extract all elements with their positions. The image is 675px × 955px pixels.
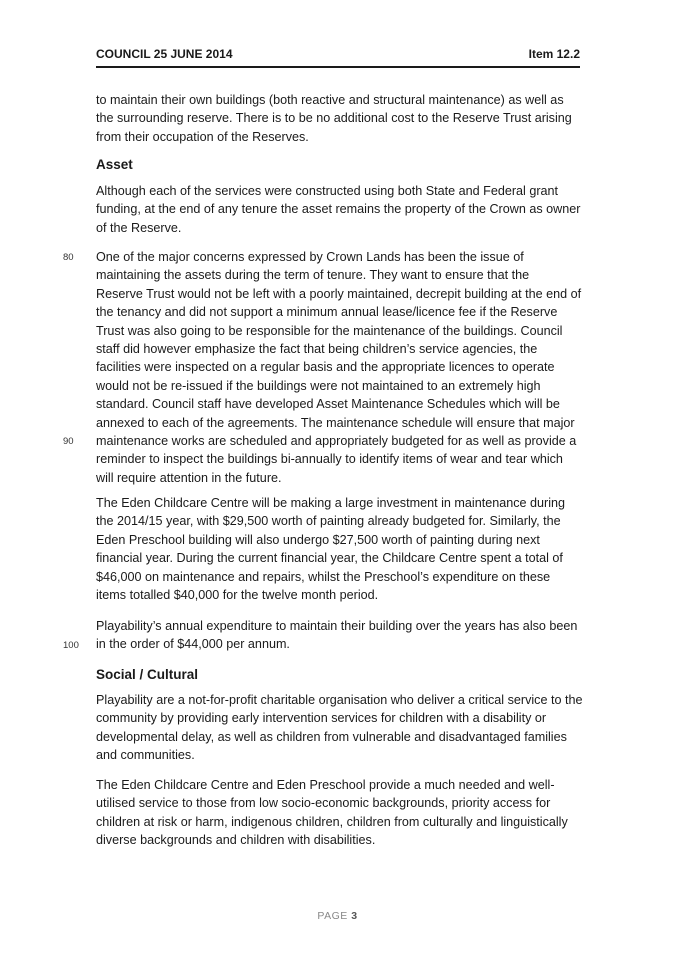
paragraph-eden-services [96,776,586,850]
text-line: One of the major concerns expressed by Crown Lands has been the issue of [96,250,524,264]
paragraph-playability-expenditure [96,617,586,654]
text-line: The Eden Childcare Centre and Eden Preschool provide a much needed and well- [96,778,555,792]
text-line: developmental delay, as well as children from vulnerable and disadvantaged families [96,729,567,744]
text-line: in the order of $44,000 per annum. [96,637,290,652]
text-line: Eden Preschool building will also undergo $27,500 worth of painting during next [96,532,540,547]
text-line: standard. Council staff have developed Asset Maintenance Schedules which will be [96,397,560,412]
paragraph-asset [96,182,586,237]
heading-social-cultural: Social / Cultural [96,667,199,682]
text-line: Reserve Trust would not be left with a poorly maintained, decrepit building at the end of [96,286,582,301]
text-line: The Eden Childcare Centre will be making a large investment in maintenance during [96,496,566,510]
text-line: community by providing early intervention services for children with a disability or [96,711,547,726]
text-line: and communities. [96,748,195,763]
text-line: the surrounding reserve. There is to be no additional cost to the Reserve Trust arising [96,111,572,126]
text-line: from their occupation of the Reserves. [96,129,309,144]
page-footer [0,910,675,922]
text-line: financial year. During the current financial year, the Childcare Centre spent a total of [96,551,563,566]
page-header [96,47,580,63]
paragraph-crown-lands [96,248,586,487]
line-number-80: 80 [63,252,74,263]
text-line: maintenance works are scheduled and appropriately budgeted for as well as provide a [96,434,577,449]
text-line: facilities were inspected on a regular basis and the appropriate licences to operate [96,360,555,375]
text-line: the 2014/15 year, with $29,500 worth of painting already budgeted for. Similarly, the [96,514,561,529]
text-line: Playability’s annual expenditure to maintain their building over the years has also been [96,619,578,633]
line-number-90: 90 [63,436,74,447]
text-line: of the Reserve. [96,220,182,235]
text-line: items totalled $40,000 for the twelve month period. [96,588,379,603]
text-line: staff did however emphasize the fact that being children’s service agencies, the [96,342,538,357]
text-line: children at risk or harm, indigenous children, children from culturally and linguistically [96,814,568,829]
header-divider [96,66,580,68]
text-line: to maintain their own buildings (both reactive and structural maintenance) as well as [96,93,564,107]
text-line: diverse backgrounds and children with disabilities. [96,833,376,848]
paragraph-playability-service [96,691,586,765]
heading-asset: Asset [96,157,133,172]
text-line: the tenancy and did not support a minimum annual lease/licence fee if the Reserve [96,305,558,320]
text-line: annexed to each of the agreements. The maintenance schedule will ensure that major [96,415,575,430]
header-item-number: Item 12.2 [528,47,580,61]
text-line: utilised service to those from low socio-economic backgrounds, priority access for [96,796,551,811]
text-line: Trust was also going to be responsible for the maintenance of the buildings. Council [96,323,563,338]
header-meeting-title: COUNCIL 25 JUNE 2014 [96,47,233,61]
line-number-100: 100 [63,640,79,651]
text-line: would not be re-issued if the buildings were not maintained to an extremely high [96,378,541,393]
text-line: maintaining the assets during the term of tenure. They want to ensure that the [96,268,530,283]
text-line: Although each of the services were constructed using both State and Federal grant [96,184,559,198]
text-line: reminder to inspect the buildings bi-annually to identify items of wear and tear which [96,452,563,467]
text-line: funding, at the end of any tenure the asset remains the property of the Crown as owner [96,202,581,217]
text-line: Playability are a not-for-profit charitable organisation who deliver a critical service to the [96,693,583,707]
text-line: $46,000 on maintenance and repairs, whilst the Preschool’s expenditure on these [96,569,551,584]
paragraph-own-buildings [96,91,586,146]
paragraph-childcare-investment [96,494,586,604]
page-number: 3 [351,910,358,922]
text-line: will require attention in the future. [96,470,282,485]
page-label: PAGE [317,910,348,922]
